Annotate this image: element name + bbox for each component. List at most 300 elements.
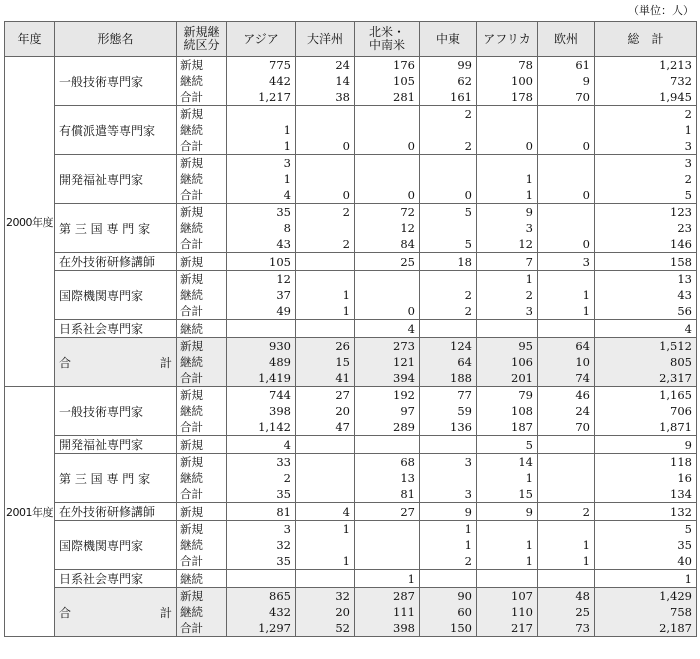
value-cell: 15 bbox=[477, 486, 538, 503]
total-cell: 40 bbox=[595, 553, 697, 570]
value-cell: 1,142 bbox=[227, 419, 296, 436]
value-cell: 136 bbox=[420, 419, 477, 436]
value-cell: 0 bbox=[355, 303, 420, 320]
value-cell: 70 bbox=[538, 89, 595, 106]
category-cell: 合計 bbox=[177, 138, 227, 155]
value-cell: 90 bbox=[420, 588, 477, 605]
value-cell: 12 bbox=[227, 271, 296, 288]
total-cell: 1,512 bbox=[595, 338, 697, 355]
value-cell: 150 bbox=[420, 620, 477, 637]
value-cell bbox=[420, 436, 477, 454]
column-header: 大洋州 bbox=[296, 22, 355, 57]
value-cell: 9 bbox=[477, 204, 538, 221]
column-header: アフリカ bbox=[477, 22, 538, 57]
value-cell: 35 bbox=[227, 553, 296, 570]
table-row bbox=[5, 106, 697, 123]
form-name-cell: 第 三 国 専 門 家 bbox=[55, 454, 177, 503]
value-cell: 394 bbox=[355, 370, 420, 387]
value-cell: 7 bbox=[477, 253, 538, 271]
category-cell: 継続 bbox=[177, 604, 227, 620]
total-cell: 758 bbox=[595, 604, 697, 620]
value-cell: 81 bbox=[355, 486, 420, 503]
value-cell: 95 bbox=[477, 338, 538, 355]
total-cell: 2 bbox=[595, 106, 697, 123]
value-cell bbox=[538, 521, 595, 538]
value-cell: 5 bbox=[420, 204, 477, 221]
value-cell: 0 bbox=[538, 236, 595, 253]
value-cell: 27 bbox=[296, 387, 355, 404]
value-cell: 1,419 bbox=[227, 370, 296, 387]
value-cell: 12 bbox=[477, 236, 538, 253]
value-cell: 201 bbox=[477, 370, 538, 387]
value-cell bbox=[296, 570, 355, 588]
value-cell: 1 bbox=[296, 303, 355, 320]
value-cell: 1 bbox=[420, 537, 477, 553]
value-cell: 121 bbox=[355, 354, 420, 370]
category-cell: 合計 bbox=[177, 486, 227, 503]
form-name-cell: 国際機関専門家 bbox=[55, 521, 177, 570]
fiscal-year-cell: 2000年度 bbox=[5, 57, 55, 387]
value-cell: 4 bbox=[227, 436, 296, 454]
category-cell: 新規 bbox=[177, 503, 227, 521]
value-cell: 1 bbox=[227, 122, 296, 138]
category-cell: 新規 bbox=[177, 454, 227, 471]
value-cell: 64 bbox=[538, 338, 595, 355]
value-cell: 1,297 bbox=[227, 620, 296, 637]
value-cell: 111 bbox=[355, 604, 420, 620]
total-cell: 146 bbox=[595, 236, 697, 253]
value-cell: 188 bbox=[420, 370, 477, 387]
value-cell: 70 bbox=[538, 419, 595, 436]
total-cell: 1 bbox=[595, 122, 697, 138]
category-cell: 合計 bbox=[177, 236, 227, 253]
value-cell: 1 bbox=[538, 303, 595, 320]
total-cell: 56 bbox=[595, 303, 697, 320]
category-cell: 合計 bbox=[177, 89, 227, 106]
value-cell: 1 bbox=[477, 553, 538, 570]
value-cell: 398 bbox=[355, 620, 420, 637]
total-cell: 134 bbox=[595, 486, 697, 503]
column-header: 年度 bbox=[5, 22, 55, 57]
value-cell: 1 bbox=[538, 537, 595, 553]
value-cell: 97 bbox=[355, 403, 420, 419]
table-row bbox=[5, 253, 697, 271]
value-cell: 60 bbox=[420, 604, 477, 620]
value-cell: 4 bbox=[296, 503, 355, 521]
table-row bbox=[5, 387, 697, 404]
value-cell: 5 bbox=[420, 236, 477, 253]
value-cell: 0 bbox=[296, 187, 355, 204]
value-cell bbox=[538, 220, 595, 236]
category-cell: 新規 bbox=[177, 436, 227, 454]
total-cell: 118 bbox=[595, 454, 697, 471]
unit-note: （単位：人） bbox=[628, 4, 694, 17]
total-cell: 3 bbox=[595, 155, 697, 172]
value-cell: 398 bbox=[227, 403, 296, 419]
value-cell: 176 bbox=[355, 57, 420, 74]
value-cell: 124 bbox=[420, 338, 477, 355]
form-name-cell: 日系社会専門家 bbox=[55, 570, 177, 588]
value-cell: 24 bbox=[538, 403, 595, 419]
value-cell: 4 bbox=[355, 320, 420, 338]
value-cell: 2 bbox=[538, 503, 595, 521]
value-cell: 59 bbox=[420, 403, 477, 419]
value-cell: 99 bbox=[420, 57, 477, 74]
value-cell: 192 bbox=[355, 387, 420, 404]
value-cell bbox=[296, 454, 355, 471]
value-cell: 0 bbox=[538, 187, 595, 204]
category-cell: 合計 bbox=[177, 303, 227, 320]
value-cell bbox=[355, 155, 420, 172]
category-cell: 継続 bbox=[177, 287, 227, 303]
value-cell bbox=[420, 220, 477, 236]
value-cell: 1 bbox=[477, 470, 538, 486]
value-cell: 2 bbox=[420, 303, 477, 320]
value-cell: 32 bbox=[227, 537, 296, 553]
total-cell: 158 bbox=[595, 253, 697, 271]
value-cell: 161 bbox=[420, 89, 477, 106]
category-cell: 継続 bbox=[177, 537, 227, 553]
value-cell: 1 bbox=[477, 537, 538, 553]
value-cell bbox=[296, 436, 355, 454]
category-cell: 新規 bbox=[177, 271, 227, 288]
value-cell: 48 bbox=[538, 588, 595, 605]
value-cell: 287 bbox=[355, 588, 420, 605]
category-cell: 新規 bbox=[177, 338, 227, 355]
value-cell: 1 bbox=[296, 553, 355, 570]
value-cell: 12 bbox=[355, 220, 420, 236]
form-name-cell: 有償派遣等専門家 bbox=[55, 106, 177, 155]
value-cell bbox=[355, 171, 420, 187]
value-cell bbox=[538, 155, 595, 172]
value-cell bbox=[296, 253, 355, 271]
value-cell: 84 bbox=[355, 236, 420, 253]
form-name-cell: 国際機関専門家 bbox=[55, 271, 177, 320]
value-cell: 105 bbox=[227, 253, 296, 271]
value-cell: 4 bbox=[227, 187, 296, 204]
category-cell: 新規 bbox=[177, 521, 227, 538]
value-cell: 9 bbox=[420, 503, 477, 521]
value-cell: 61 bbox=[538, 57, 595, 74]
table-row bbox=[5, 570, 697, 588]
value-cell: 1 bbox=[477, 171, 538, 187]
form-name-cell: 開発福祉専門家 bbox=[55, 436, 177, 454]
table-row bbox=[5, 503, 697, 521]
value-cell bbox=[355, 537, 420, 553]
value-cell: 3 bbox=[477, 220, 538, 236]
value-cell: 15 bbox=[296, 354, 355, 370]
value-cell: 20 bbox=[296, 403, 355, 419]
value-cell: 18 bbox=[420, 253, 477, 271]
value-cell bbox=[227, 106, 296, 123]
value-cell: 0 bbox=[355, 187, 420, 204]
form-name-cell: 一般技術専門家 bbox=[55, 387, 177, 436]
value-cell bbox=[355, 271, 420, 288]
table-row bbox=[5, 454, 697, 471]
category-cell: 継続 bbox=[177, 354, 227, 370]
value-cell bbox=[227, 320, 296, 338]
value-cell: 1 bbox=[477, 271, 538, 288]
form-name-cell: 開発福祉専門家 bbox=[55, 155, 177, 204]
value-cell bbox=[296, 106, 355, 123]
value-cell: 49 bbox=[227, 303, 296, 320]
value-cell bbox=[538, 106, 595, 123]
total-cell: 732 bbox=[595, 73, 697, 89]
value-cell: 3 bbox=[538, 253, 595, 271]
value-cell bbox=[477, 570, 538, 588]
table-row bbox=[5, 338, 697, 355]
value-cell: 79 bbox=[477, 387, 538, 404]
value-cell: 100 bbox=[477, 73, 538, 89]
value-cell: 2 bbox=[227, 470, 296, 486]
total-cell: 706 bbox=[595, 403, 697, 419]
category-cell: 新規 bbox=[177, 106, 227, 123]
category-cell: 新規 bbox=[177, 253, 227, 271]
category-cell: 継続 bbox=[177, 220, 227, 236]
value-cell bbox=[296, 271, 355, 288]
value-cell: 20 bbox=[296, 604, 355, 620]
value-cell: 0 bbox=[538, 138, 595, 155]
table-header bbox=[5, 22, 697, 57]
total-cell: 23 bbox=[595, 220, 697, 236]
column-header: 欧州 bbox=[538, 22, 595, 57]
value-cell: 281 bbox=[355, 89, 420, 106]
category-cell: 合計 bbox=[177, 553, 227, 570]
value-cell: 26 bbox=[296, 338, 355, 355]
table-row bbox=[5, 271, 697, 288]
value-cell bbox=[296, 470, 355, 486]
table-row bbox=[5, 155, 697, 172]
value-cell bbox=[420, 271, 477, 288]
value-cell: 41 bbox=[296, 370, 355, 387]
total-cell: 2,317 bbox=[595, 370, 697, 387]
value-cell: 187 bbox=[477, 419, 538, 436]
value-cell: 27 bbox=[355, 503, 420, 521]
table-row bbox=[5, 320, 697, 338]
column-header: 形態名 bbox=[55, 22, 177, 57]
value-cell: 62 bbox=[420, 73, 477, 89]
total-cell: 5 bbox=[595, 521, 697, 538]
value-cell: 35 bbox=[227, 486, 296, 503]
category-cell: 新規 bbox=[177, 387, 227, 404]
value-cell bbox=[355, 122, 420, 138]
category-cell: 継続 bbox=[177, 122, 227, 138]
table-row bbox=[5, 204, 697, 221]
table-row bbox=[5, 436, 697, 454]
category-cell: 新規 bbox=[177, 155, 227, 172]
category-cell: 継続 bbox=[177, 570, 227, 588]
value-cell bbox=[477, 521, 538, 538]
value-cell: 0 bbox=[355, 138, 420, 155]
value-cell bbox=[355, 521, 420, 538]
value-cell bbox=[296, 220, 355, 236]
value-cell bbox=[355, 287, 420, 303]
form-name-cell: 一般技術専門家 bbox=[55, 57, 177, 106]
expert-dispatch-table bbox=[4, 21, 697, 637]
value-cell bbox=[296, 486, 355, 503]
value-cell: 78 bbox=[477, 57, 538, 74]
value-cell bbox=[538, 454, 595, 471]
value-cell: 64 bbox=[420, 354, 477, 370]
category-cell: 合計 bbox=[177, 419, 227, 436]
value-cell: 14 bbox=[296, 73, 355, 89]
value-cell: 81 bbox=[227, 503, 296, 521]
value-cell: 2 bbox=[296, 236, 355, 253]
value-cell bbox=[355, 436, 420, 454]
total-cell: 1,429 bbox=[595, 588, 697, 605]
value-cell: 2 bbox=[420, 106, 477, 123]
form-name-cell: 日系社会専門家 bbox=[55, 320, 177, 338]
total-cell: 132 bbox=[595, 503, 697, 521]
total-cell: 1 bbox=[595, 570, 697, 588]
value-cell: 74 bbox=[538, 370, 595, 387]
value-cell: 289 bbox=[355, 419, 420, 436]
value-cell: 106 bbox=[477, 354, 538, 370]
total-cell: 9 bbox=[595, 436, 697, 454]
value-cell: 744 bbox=[227, 387, 296, 404]
value-cell: 442 bbox=[227, 73, 296, 89]
value-cell bbox=[420, 470, 477, 486]
category-cell: 新規 bbox=[177, 588, 227, 605]
total-cell: 2 bbox=[595, 171, 697, 187]
total-cell: 1,871 bbox=[595, 419, 697, 436]
value-cell: 46 bbox=[538, 387, 595, 404]
total-cell: 43 bbox=[595, 287, 697, 303]
column-header: 中東 bbox=[420, 22, 477, 57]
value-cell: 35 bbox=[227, 204, 296, 221]
category-cell: 継続 bbox=[177, 470, 227, 486]
category-cell: 合計 bbox=[177, 620, 227, 637]
value-cell: 33 bbox=[227, 454, 296, 471]
total-cell: 123 bbox=[595, 204, 697, 221]
value-cell: 37 bbox=[227, 287, 296, 303]
total-cell: 35 bbox=[595, 537, 697, 553]
value-cell bbox=[296, 122, 355, 138]
form-name-cell: 在外技術研修講師 bbox=[55, 253, 177, 271]
value-cell: 5 bbox=[477, 436, 538, 454]
total-cell: 3 bbox=[595, 138, 697, 155]
form-name-cell: 在外技術研修講師 bbox=[55, 503, 177, 521]
value-cell: 273 bbox=[355, 338, 420, 355]
value-cell: 25 bbox=[355, 253, 420, 271]
table-row bbox=[5, 57, 697, 74]
value-cell: 68 bbox=[355, 454, 420, 471]
value-cell: 8 bbox=[227, 220, 296, 236]
value-cell bbox=[538, 570, 595, 588]
value-cell: 3 bbox=[420, 486, 477, 503]
value-cell: 1 bbox=[296, 521, 355, 538]
value-cell: 3 bbox=[227, 521, 296, 538]
value-cell: 489 bbox=[227, 354, 296, 370]
table-row bbox=[5, 521, 697, 538]
total-cell: 1,213 bbox=[595, 57, 697, 74]
value-cell: 775 bbox=[227, 57, 296, 74]
value-cell bbox=[420, 320, 477, 338]
value-cell: 3 bbox=[227, 155, 296, 172]
value-cell: 43 bbox=[227, 236, 296, 253]
total-cell: 4 bbox=[595, 320, 697, 338]
value-cell: 1 bbox=[538, 553, 595, 570]
value-cell bbox=[538, 171, 595, 187]
value-cell bbox=[538, 436, 595, 454]
column-header: 新規継 続区分 bbox=[177, 22, 227, 57]
total-cell: 2,187 bbox=[595, 620, 697, 637]
value-cell: 1 bbox=[227, 138, 296, 155]
value-cell bbox=[420, 155, 477, 172]
value-cell: 38 bbox=[296, 89, 355, 106]
value-cell: 432 bbox=[227, 604, 296, 620]
column-header: 北米・ 中南米 bbox=[355, 22, 420, 57]
value-cell: 10 bbox=[538, 354, 595, 370]
value-cell: 73 bbox=[538, 620, 595, 637]
value-cell: 178 bbox=[477, 89, 538, 106]
value-cell: 1 bbox=[420, 521, 477, 538]
value-cell: 1,217 bbox=[227, 89, 296, 106]
value-cell: 13 bbox=[355, 470, 420, 486]
value-cell bbox=[538, 204, 595, 221]
value-cell: 2 bbox=[420, 138, 477, 155]
value-cell bbox=[477, 106, 538, 123]
category-cell: 継続 bbox=[177, 73, 227, 89]
category-cell: 新規 bbox=[177, 57, 227, 74]
header-row bbox=[5, 22, 697, 57]
value-cell: 47 bbox=[296, 419, 355, 436]
grand-total-label: 合 計 bbox=[55, 338, 177, 387]
value-cell: 32 bbox=[296, 588, 355, 605]
total-cell: 5 bbox=[595, 187, 697, 204]
value-cell bbox=[538, 122, 595, 138]
value-cell bbox=[420, 122, 477, 138]
fiscal-year-cell: 2001年度 bbox=[5, 387, 55, 637]
value-cell: 25 bbox=[538, 604, 595, 620]
category-cell: 合計 bbox=[177, 187, 227, 204]
value-cell bbox=[227, 570, 296, 588]
category-cell: 継続 bbox=[177, 403, 227, 419]
total-cell: 1,945 bbox=[595, 89, 697, 106]
value-cell bbox=[420, 570, 477, 588]
value-cell: 2 bbox=[420, 553, 477, 570]
value-cell: 3 bbox=[420, 454, 477, 471]
grand-total-label: 合 計 bbox=[55, 588, 177, 637]
total-cell: 13 bbox=[595, 271, 697, 288]
value-cell: 105 bbox=[355, 73, 420, 89]
value-cell: 72 bbox=[355, 204, 420, 221]
value-cell bbox=[355, 106, 420, 123]
value-cell: 1 bbox=[227, 171, 296, 187]
value-cell bbox=[420, 171, 477, 187]
total-cell: 1,165 bbox=[595, 387, 697, 404]
value-cell: 0 bbox=[477, 138, 538, 155]
total-cell: 16 bbox=[595, 470, 697, 486]
value-cell bbox=[296, 171, 355, 187]
value-cell bbox=[296, 155, 355, 172]
value-cell: 110 bbox=[477, 604, 538, 620]
value-cell bbox=[296, 320, 355, 338]
value-cell bbox=[355, 553, 420, 570]
table-row bbox=[5, 588, 697, 605]
value-cell: 14 bbox=[477, 454, 538, 471]
value-cell bbox=[477, 122, 538, 138]
value-cell: 865 bbox=[227, 588, 296, 605]
value-cell: 52 bbox=[296, 620, 355, 637]
value-cell bbox=[296, 537, 355, 553]
value-cell: 0 bbox=[296, 138, 355, 155]
value-cell: 3 bbox=[477, 303, 538, 320]
column-header: アジア bbox=[227, 22, 296, 57]
value-cell bbox=[538, 486, 595, 503]
value-cell: 2 bbox=[296, 204, 355, 221]
category-cell: 継続 bbox=[177, 171, 227, 187]
